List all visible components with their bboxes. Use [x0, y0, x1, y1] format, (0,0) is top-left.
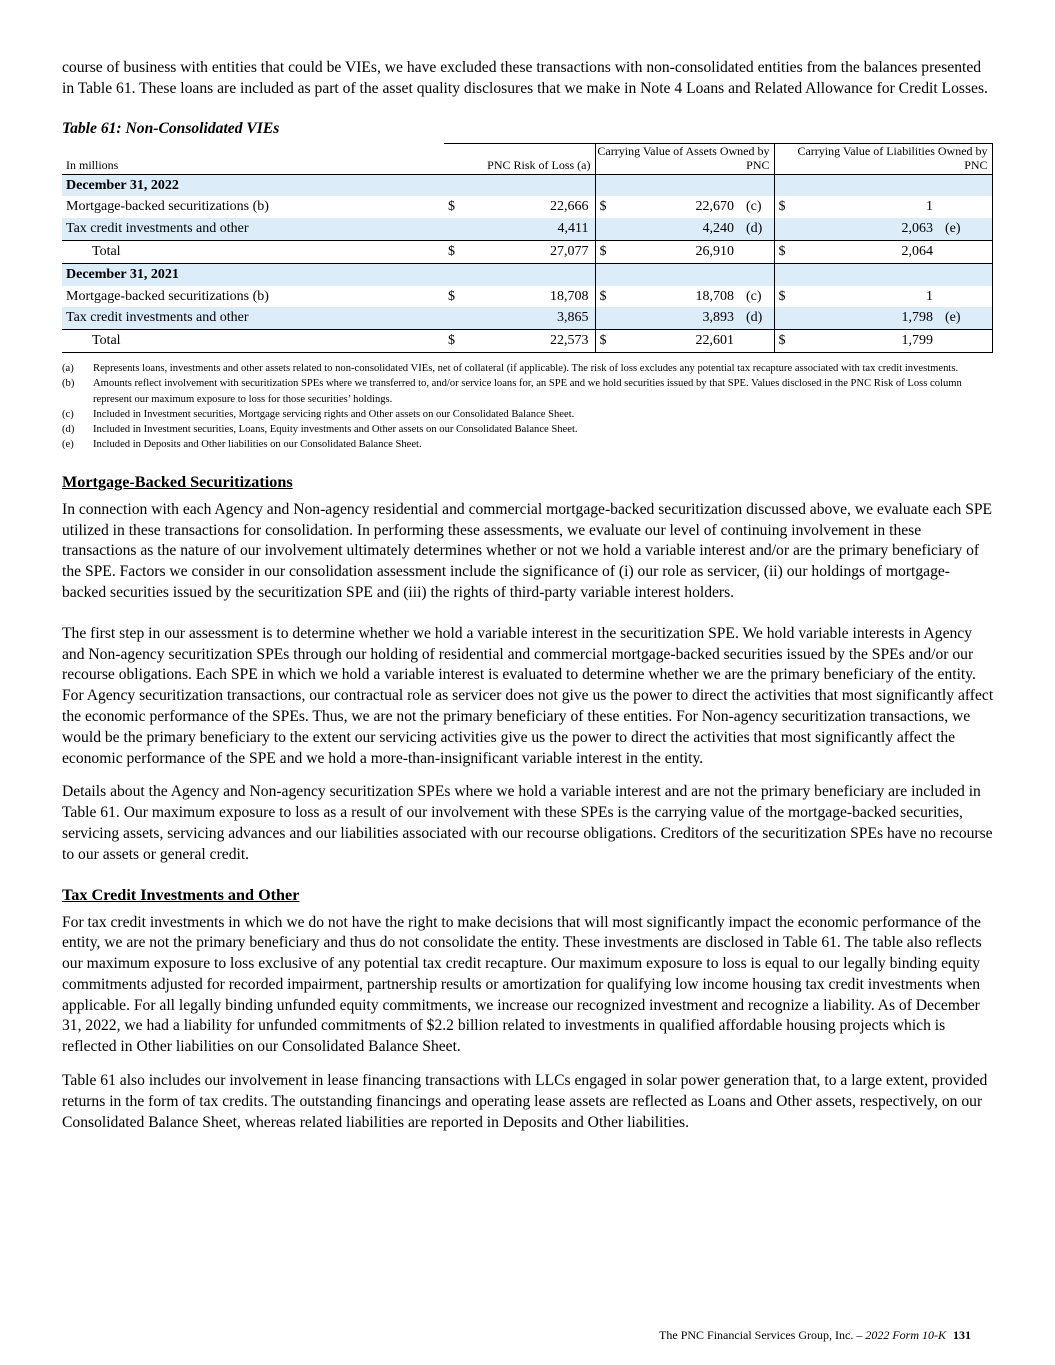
liabilities-value: 1 — [926, 288, 933, 304]
currency-symbol — [595, 218, 615, 240]
footnote-text: Included in Deposits and Other liabilities on our Consolidated Balance Sheet. — [93, 439, 422, 451]
mbs-heading: Mortgage-Backed Securitizations — [62, 472, 293, 491]
footnote — [62, 361, 994, 376]
total-label: Total — [62, 330, 444, 353]
risk-of-loss-value: 3,865 — [464, 307, 595, 329]
liabilities-total: 2,064 — [794, 240, 939, 263]
table-row — [62, 196, 992, 218]
section-date: December 31, 2021 — [62, 263, 444, 285]
assets-total: 22,601 — [615, 330, 740, 353]
currency-symbol: $ — [774, 240, 794, 263]
table-footnotes — [62, 361, 994, 453]
row-label: Tax credit investments and other — [62, 218, 444, 240]
total-row — [62, 330, 992, 353]
footnote-ref: (e) — [939, 218, 992, 240]
footnote-ref — [939, 196, 992, 218]
section-date-row — [62, 174, 992, 196]
footnote — [62, 422, 994, 437]
table-header-row — [62, 143, 992, 174]
footnote — [62, 407, 994, 422]
risk-of-loss-value: 18,708 — [550, 288, 589, 304]
footnote-ref: (d) — [740, 307, 774, 329]
assets-value: 4,240 — [615, 218, 740, 240]
header-risk-of-loss: PNC Risk of Loss (a) — [444, 143, 595, 174]
header-in-millions: In millions — [62, 143, 444, 174]
total-row — [62, 240, 992, 263]
footer-form: 2022 Form 10-K — [865, 1328, 946, 1342]
mbs-paragraph: The first step in our assessment is to determine whether we hold a variable interest in the securitization SPE. We hold variable interests in Agency and Non-agency securitization SPEs through our holding of residential and commercial mortgage-backed securities issued by the SPEs and/or our recourse obligations. Each SPE in which we hold a variable interest is evaluated to determine whether we are the primary beneficiary of the entity. For Agency securitization transactions, our contractual role as servicer does not give us the power to direct the activities that most significantly affect the economic performance of the SPEs. Thus, we are not the primary beneficiary of these entities. For Non-agency securitization transactions, we would be the primary beneficiary to the extent our servicing activities give us the power to direct the activities that most significantly affect the economic performance of the SPE and we hold a more-than-insignificant variable interest in the entity. — [62, 624, 994, 767]
currency-symbol — [774, 218, 794, 240]
page-footer — [659, 1328, 971, 1343]
currency-symbol: $ — [448, 199, 455, 215]
liabilities-total: 1,799 — [794, 330, 939, 353]
total-label: Total — [62, 240, 444, 263]
row-label: Tax credit investments and other — [62, 307, 444, 329]
liabilities-value: 2,063 — [794, 218, 939, 240]
currency-symbol — [595, 307, 615, 329]
currency-symbol: $ — [444, 240, 464, 263]
assets-total: 26,910 — [615, 240, 740, 263]
currency-symbol: $ — [774, 196, 794, 218]
currency-symbol: $ — [595, 196, 615, 218]
footnote-text: Amounts reflect involvement with securitization SPEs where we transferred to, and/or service loans for, an SPE and we hold securities issued by that SPE. Values disclosed in the PNC Risk of Loss column represent our maximum exposure to loss for those securities’ holdings. — [93, 378, 962, 405]
page-number: 131 — [953, 1328, 971, 1342]
liabilities-value: 1 — [926, 199, 933, 215]
risk-of-loss-total: 22,573 — [464, 330, 595, 353]
tax-credit-heading: Tax Credit Investments and Other — [62, 885, 300, 904]
currency-symbol — [444, 218, 464, 240]
assets-value: 18,708 — [695, 288, 734, 304]
footnote-text: Included in Investment securities, Loans, Equity investments and Other assets on our Consolidated Balance Sheet. — [93, 424, 578, 436]
table-title: Table 61: Non-Consolidated VIEs — [62, 119, 280, 137]
table-row — [62, 286, 992, 308]
currency-symbol: $ — [595, 286, 615, 308]
footnote — [62, 437, 994, 452]
table-row — [62, 218, 992, 240]
currency-symbol — [774, 307, 794, 329]
assets-value: 22,670 — [695, 199, 734, 215]
footnote-key: (d) — [62, 424, 75, 436]
footnote-ref — [939, 286, 992, 308]
footnote-key: (e) — [62, 439, 74, 451]
footnote-ref: (c) — [746, 199, 762, 215]
footnote-key: (c) — [62, 408, 74, 420]
currency-symbol: $ — [448, 288, 455, 304]
risk-of-loss-value: 22,666 — [550, 199, 589, 215]
header-assets: Carrying Value of Assets Owned by PNC — [595, 143, 774, 174]
footnote-ref: (c) — [746, 288, 762, 304]
footnote-ref: (e) — [939, 307, 992, 329]
row-label: Mortgage-backed securitizations (b) — [66, 288, 269, 304]
currency-symbol: $ — [774, 286, 794, 308]
footnote — [62, 376, 994, 407]
assets-value: 3,893 — [615, 307, 740, 329]
document-page — [62, 58, 994, 1153]
mbs-paragraph: Details about the Agency and Non-agency securitization SPEs where we hold a variable interest and are not the primary beneficiary are included in Table 61. Our maximum exposure to loss as a result of our involvement with these SPEs is the carrying value of the mortgage-backed securities, servicing assets, servicing advances and our liabilities associated with our recourse obligations. Creditors of the securitization SPEs have no recourse to our assets or general credit. — [62, 783, 993, 863]
risk-of-loss-total: 27,077 — [464, 240, 595, 263]
footnote-text: Included in Investment securities, Mortgage servicing rights and Other assets on our Consolidated Balance Sheet. — [93, 408, 575, 420]
footnote-ref: (d) — [740, 218, 774, 240]
currency-symbol: $ — [595, 240, 615, 263]
intro-paragraph: course of business with entities that could be VIEs, we have excluded these transactions with non-consolidated entities from the balances presented in Table 61. These loans are included as part of the asset quality disclosures that we make in Note 4 Loans and Related Allowance for Credit Losses. — [62, 59, 988, 97]
non-consolidated-vies-table — [62, 143, 993, 353]
section-date: December 31, 2022 — [62, 174, 444, 196]
tax-credit-paragraph: For tax credit investments in which we do not have the right to make decisions that will most significantly impact the economic performance of the entity, we are not the primary beneficiary and thus do not consolidate the entity. These investments are disclosed in Table 61. The table also reflects our maximum exposure to loss exclusive of any potential tax credit recapture. Our maximum exposure to loss is equal to our legally binding equity commitments adjusted for recorded impairment, partnership results or amortization for qualifying low income housing tax credit investments when applicable. For all legally binding unfunded equity commitments, we increase our recognized investment and recognize a liability. As of December 31, 2022, we had a liability for unfunded commitments of $2.2 billion related to investments in qualified affordable housing projects which is reflected in Other liabilities on our Consolidated Balance Sheet. — [62, 913, 982, 1056]
footnote-text: Represents loans, investments and other assets related to non-consolidated VIEs, net of collateral (if applicable). The risk of loss excludes any potential tax recapture associated with tax credit investments. — [93, 362, 959, 374]
header-liabilities: Carrying Value of Liabilities Owned by PNC — [774, 143, 992, 174]
footer-company: The PNC Financial Services Group, Inc. – — [659, 1328, 863, 1342]
currency-symbol — [444, 307, 464, 329]
currency-symbol: $ — [595, 330, 615, 353]
footnote-key: (a) — [62, 362, 74, 374]
section-date-row — [62, 263, 992, 285]
tax-credit-paragraph: Table 61 also includes our involvement in lease financing transactions with LLCs engaged in solar power generation that, to a large extent, provided returns in the form of tax credits. The outstanding financings and operating lease assets are reflected as Loans and Other assets, respectively, on our Consolidated Balance Sheet, whereas related liabilities are reported in Deposits and Other liabilities. — [62, 1072, 988, 1131]
risk-of-loss-value: 4,411 — [464, 218, 595, 240]
mbs-paragraph: In connection with each Agency and Non-agency residential and commercial mortgage-backed securitization discussed above, we evaluate each SPE utilized in these transactions for consolidation. In performing these assessments, we evaluate our level of continuing involvement in these transactions as the nature of our involvement ultimately determines whether or not we hold a variable interest and/or are the primary beneficiary of the SPE. Factors we consider in our consolidation assessment include the significance of (i) our role as servicer, (ii) our holdings of mortgage-backed securities issued by the securitization SPE and (iii) the rights of third-party variable interest holders. — [62, 500, 993, 601]
currency-symbol: $ — [444, 330, 464, 353]
row-label: Mortgage-backed securitizations (b) — [66, 199, 269, 215]
table-row — [62, 307, 992, 329]
footnote-key: (b) — [62, 378, 75, 390]
currency-symbol: $ — [774, 330, 794, 353]
liabilities-value: 1,798 — [794, 307, 939, 329]
